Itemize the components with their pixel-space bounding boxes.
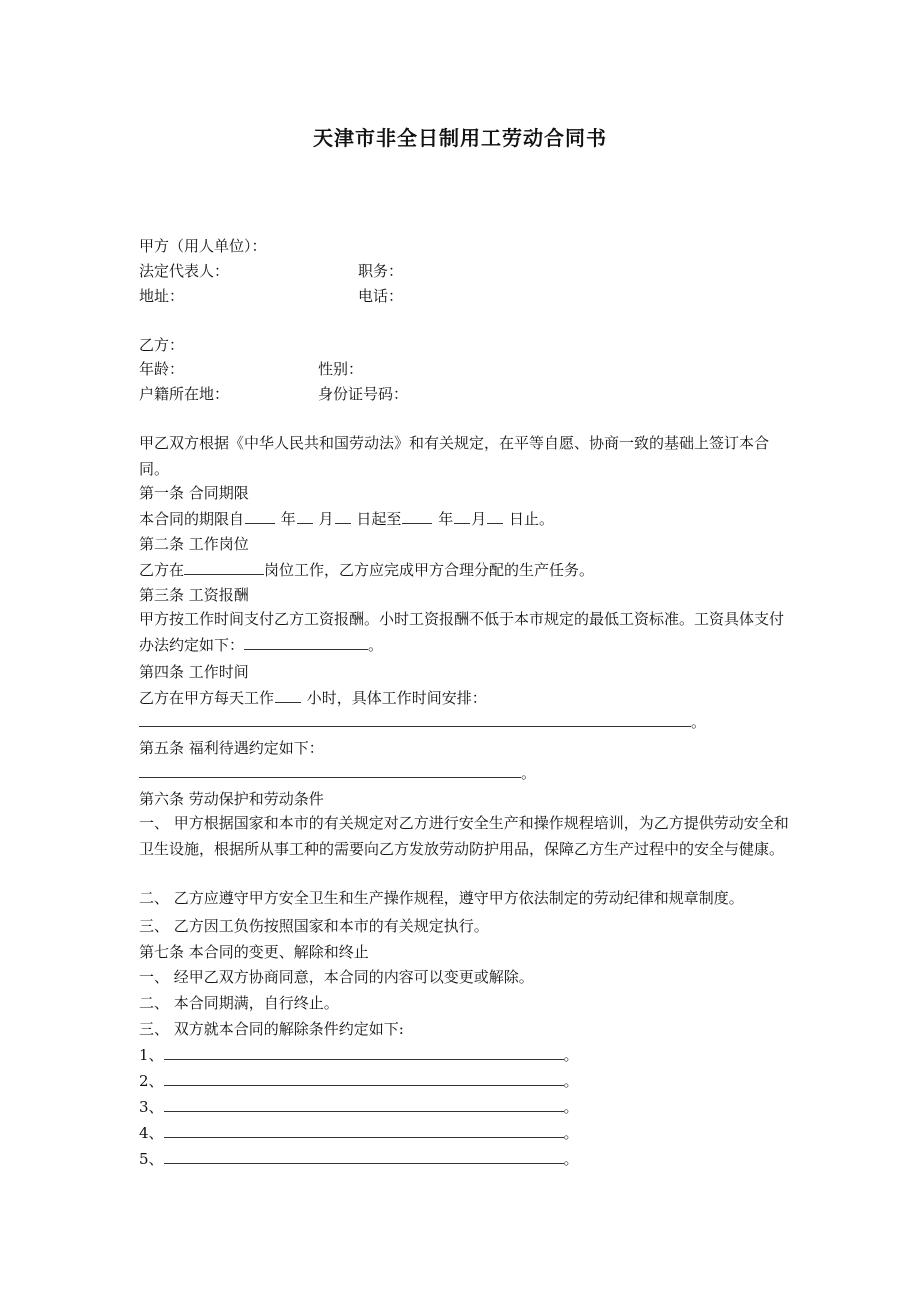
term-month-text: 月 xyxy=(318,510,334,528)
condition-1 xyxy=(139,1045,579,1065)
intro-paragraph: 甲乙双方根据《中华人民共和国劳动法》和有关规定，在平等自愿、协商一致的基础上签订本合同。 xyxy=(139,434,770,478)
household-label: 户籍所在地： xyxy=(139,385,230,403)
condition-end: 。 xyxy=(563,1098,579,1116)
schedule-blank[interactable] xyxy=(139,712,691,727)
article-6-item-3: 三、 乙方因工负伤按照国家和本市的有关规定执行。 xyxy=(139,917,489,935)
article-1-heading: 第一条 合同期限 xyxy=(139,484,249,502)
benefits-end: 。 xyxy=(521,764,537,782)
condition-4 xyxy=(139,1123,579,1143)
hours-prefix-text: 乙方在甲方每天工作 xyxy=(139,689,275,707)
benefits-blank[interactable] xyxy=(139,763,521,778)
article-7-item-2: 二、 本合同期满，自行终止。 xyxy=(139,994,339,1012)
term-end-day-text: 日止。 xyxy=(509,510,555,528)
article-2-heading: 第二条 工作岗位 xyxy=(139,535,249,553)
article-7-item-1: 一、 经甲乙双方协商同意，本合同的内容可以变更或解除。 xyxy=(139,968,534,986)
article-4-line xyxy=(139,688,487,708)
end-year-blank[interactable] xyxy=(402,509,432,524)
wage-method-blank[interactable] xyxy=(244,635,368,650)
condition-number: 2、 xyxy=(139,1072,164,1090)
schedule-line xyxy=(139,712,706,732)
article-6-heading: 第六条 劳动保护和劳动条件 xyxy=(139,790,324,808)
hours-suffix-text: 小时，具体工作时间安排： xyxy=(306,689,487,707)
condition-blank[interactable] xyxy=(164,1123,564,1138)
term-until-text: 日起至 xyxy=(356,510,402,528)
party-b-header: 乙方： xyxy=(139,336,185,354)
end-month-blank[interactable] xyxy=(454,509,470,524)
condition-number: 4、 xyxy=(139,1124,164,1142)
start-day-blank[interactable] xyxy=(335,509,351,524)
term-start-text: 本合同的期限自 xyxy=(139,510,245,528)
start-month-blank[interactable] xyxy=(297,509,313,524)
position-label: 职务： xyxy=(358,262,404,280)
article-7-heading: 第七条 本合同的变更、解除和终止 xyxy=(139,943,369,961)
phone-label: 电话： xyxy=(358,287,404,305)
term-end-year-text: 年 xyxy=(438,510,454,528)
party-a-header: 甲方（用人单位）： xyxy=(139,237,267,255)
condition-number: 5、 xyxy=(139,1150,164,1168)
condition-number: 1、 xyxy=(139,1046,164,1064)
article-1-term-line xyxy=(139,509,554,529)
article-6-item-1: 一、 甲方根据国家和本市的有关规定对乙方进行安全生产和操作规程培训，为乙方提供劳动安全和卫生设施，根据所从事工种的需要向乙方发放劳动防护用品，保障乙方生产过程中的安全与健康。 xyxy=(139,814,789,858)
condition-number: 3、 xyxy=(139,1098,164,1116)
condition-blank[interactable] xyxy=(164,1045,564,1060)
article-3-heading: 第三条 工资报酬 xyxy=(139,586,249,604)
id-number-label: 身份证号码： xyxy=(318,385,409,403)
condition-blank[interactable] xyxy=(164,1097,564,1112)
term-year-text: 年 xyxy=(280,510,296,528)
condition-end: 。 xyxy=(563,1072,579,1090)
daily-hours-blank[interactable] xyxy=(275,688,301,703)
condition-end: 。 xyxy=(563,1150,579,1168)
gender-label: 性别： xyxy=(318,360,364,378)
job-suffix-text: 岗位工作，乙方应完成甲方合理分配的生产任务。 xyxy=(264,561,595,579)
article-2-line xyxy=(139,560,594,580)
legal-rep-label: 法定代表人： xyxy=(139,262,230,280)
job-prefix-text: 乙方在 xyxy=(139,561,185,579)
wage-text: 甲方按工作时间支付乙方工资报酬。小时工资报酬不低于本市规定的最低工资标准。工资具体支付办法约定如下： xyxy=(139,610,785,654)
document-title: 天津市非全日制用工劳动合同书 xyxy=(313,126,607,150)
age-label: 年龄： xyxy=(139,360,185,378)
article-3-paragraph xyxy=(139,607,789,659)
article-4-heading: 第四条 工作时间 xyxy=(139,663,249,681)
condition-end: 。 xyxy=(563,1046,579,1064)
article-6-item-2: 二、 乙方应遵守甲方安全卫生和生产操作规程，遵守甲方依法制定的劳动纪律和规章制度。 xyxy=(139,889,744,907)
end-day-blank[interactable] xyxy=(487,509,503,524)
start-year-blank[interactable] xyxy=(245,509,275,524)
condition-blank[interactable] xyxy=(164,1149,564,1164)
wage-end: 。 xyxy=(368,635,384,654)
benefits-line xyxy=(139,763,536,783)
term-end-month-text: 月 xyxy=(471,510,487,528)
job-position-blank[interactable] xyxy=(184,560,264,575)
condition-end: 。 xyxy=(563,1124,579,1142)
condition-3 xyxy=(139,1097,579,1117)
article-5-heading: 第五条 福利待遇约定如下： xyxy=(139,739,324,757)
condition-blank[interactable] xyxy=(164,1071,564,1086)
article-7-item-3: 三、 双方就本合同的解除条件约定如下: xyxy=(139,1020,404,1038)
schedule-end: 。 xyxy=(691,713,707,731)
address-label: 地址： xyxy=(139,287,185,305)
condition-2 xyxy=(139,1071,579,1091)
condition-5 xyxy=(139,1149,579,1169)
